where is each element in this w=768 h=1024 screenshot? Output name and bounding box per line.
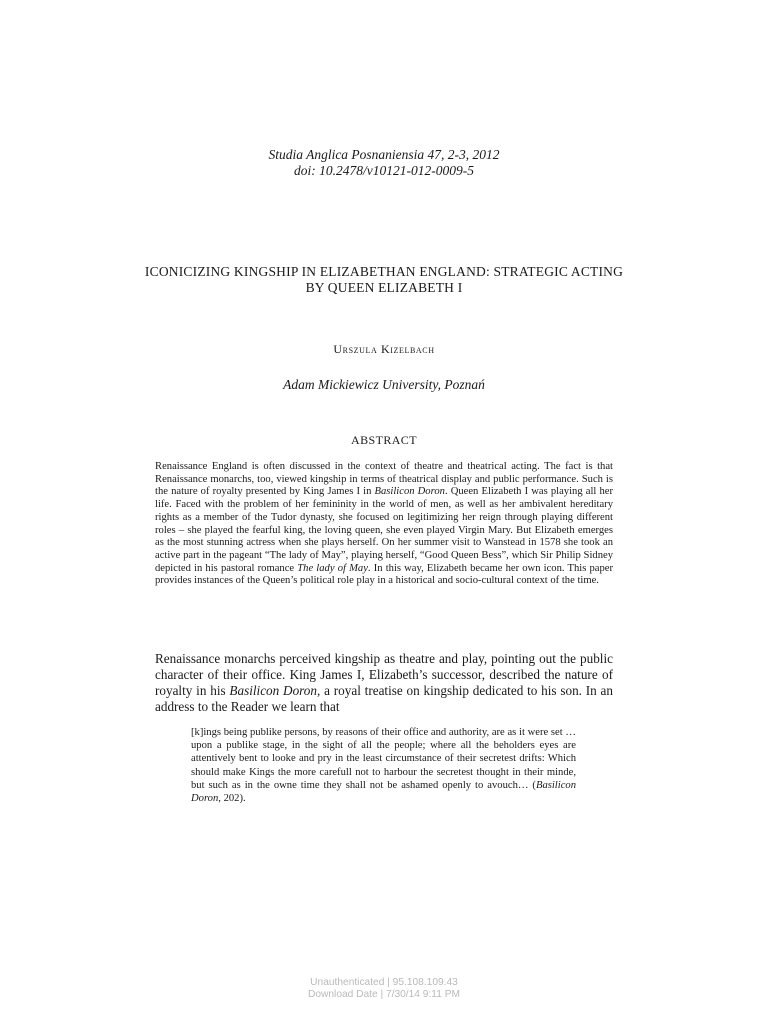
quote-citation-end: , 202). [218,793,246,805]
abstract-part-2: . Queen Elizabeth I was playing all her life. Faced with the problem of her femininity in the world of men, as well as her ambivalent hereditary rights as a member of the Tudor dynasty, she focused on legitimizing her reign through playing different roles – she played the fearful king, the loving queen, she even played Virgin Mary. But Elizabeth emerges as the most stunning actress when she plays herself. On her summer visit to Wanstead in 1578 she took an active part in the pageant “The lady of May”, playing herself, “Good Queen Bess”, which Sir Philip Sidney depicted in his pastoral romance [155,486,613,574]
article-title: ICONICIZING KINGSHIP IN ELIZABETHAN ENGLAND: STRATEGIC ACTING BY QUEEN ELIZABETH I [144,264,624,295]
block-quote [191,726,576,805]
body-work-title: Basilicon Doron [229,683,317,698]
abstract-part-3: . In this way, Elizabeth became her own icon. This paper provides instances of the Queen’s political role play in a historical and socio-cultural context of the time. [155,562,614,587]
footer-date-line: Download Date | 7/30/14 9:11 PM [308,989,460,1000]
download-footer [0,977,768,1001]
footer-auth-line: Unauthenticated | 95.108.109.43 [310,977,458,988]
abstract-work-title-1: Basilicon Doron [374,486,445,498]
abstract-part-1: Renaissance England is often discussed in the context of theatre and theatrical acting. The fact is that Renaissance monarchs, too, viewed kingship in terms of theatrical display and public performance. Such is the nature of royalty presented by King James I in [155,461,613,498]
quote-work-title: Basilicon Doron [191,779,576,805]
abstract-text [155,461,613,588]
author-affiliation: Adam Mickiewicz University, Poznań [283,377,485,392]
body-part-1: Renaissance monarchs perceived kingship as theatre and play, pointing out the public character of their office. King James I, Elizabeth’s successor, described the nature of royalty in his [155,651,613,698]
journal-header [0,147,768,179]
body-paragraph [155,651,613,715]
doi: doi: 10.2478/v10121-012-0009-5 [294,163,474,178]
journal-name: Studia Anglica Posnaniensia 47, 2-3, 2012 [268,147,500,162]
body-part-2: , a royal treatise on kingship dedicated to his son. In an address to the Reader we learn that [155,683,614,714]
author-name: Urszula Kizelbach [333,342,435,356]
quote-text: [k]ings being publike persons, by reasons of their office and authority, are as it were set … upon a publike stage, in the sight of all the people; where all the beholders eyes are attentively bent to looke and pry in the least circumstance of their secretest drifts: Which should make Kings the more carefull not to harbour the secretest thought in their minde, but such as in the owne time they shall not be ashamed openly to avouch… ( [191,727,576,791]
abstract-heading: ABSTRACT [351,433,417,447]
abstract-work-title-2: The lady of May [297,562,368,574]
